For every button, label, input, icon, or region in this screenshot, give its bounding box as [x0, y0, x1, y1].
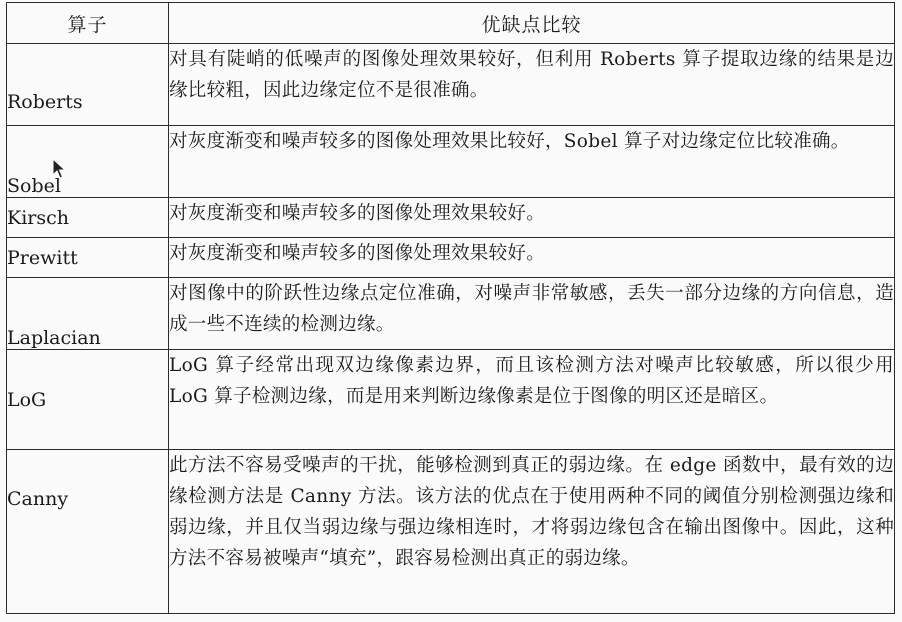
operator-name: LoG: [7, 350, 169, 450]
operator-name: Canny: [7, 450, 169, 614]
operator-description: LoG 算子经常出现双边缘像素边界，而且该检测方法对噪声比较敏感，所以很少用 LoG 算子检测边缘，而是用来判断边缘像素是位于图像的明区还是暗区。: [169, 350, 895, 450]
operator-name: Laplacian: [7, 278, 169, 350]
operator-description: 对图像中的阶跃性边缘点定位准确，对噪声非常敏感，丢失一部分边缘的方向信息，造成一些不连续的检测边缘。: [169, 278, 895, 350]
operator-name: Roberts: [7, 44, 169, 126]
mouse-cursor-icon: [52, 158, 68, 180]
header-operator: 算子: [7, 3, 169, 44]
operator-name: Sobel: [7, 126, 169, 198]
table-row-kirsch: [7, 198, 895, 238]
table-row-laplacian: [7, 278, 895, 350]
operator-comparison-table: [6, 2, 895, 614]
table-header-row: [7, 3, 895, 44]
operator-description: 此方法不容易受噪声的干扰，能够检测到真正的弱边缘。在 edge 函数中，最有效的边缘检测方法是 Canny 方法。该方法的优点在于使用两种不同的阈值分别检测强边缘和弱边缘，并且仅当弱边缘与强边缘相连时，才将弱边缘包含在输出图像中。因此，这种方法不容易被噪声“填充”，跟容易检测出真正的弱边缘。: [169, 450, 895, 614]
operator-name: Prewitt: [7, 238, 169, 278]
header-comparison: 优缺点比较: [169, 3, 895, 44]
table-row-roberts: [7, 44, 895, 126]
table-row-log: [7, 350, 895, 450]
operator-description: 对灰度渐变和噪声较多的图像处理效果较好。: [169, 198, 895, 238]
operator-description: 对灰度渐变和噪声较多的图像处理效果比较好，Sobel 算子对边缘定位比较准确。: [169, 126, 895, 198]
operator-name: Kirsch: [7, 198, 169, 238]
table-row-prewitt: [7, 238, 895, 278]
operator-description: 对灰度渐变和噪声较多的图像处理效果较好。: [169, 238, 895, 278]
table-row-canny: [7, 450, 895, 614]
operator-description: 对具有陡峭的低噪声的图像处理效果较好，但利用 Roberts 算子提取边缘的结果是边缘比较粗，因此边缘定位不是很准确。: [169, 44, 895, 126]
table-row-sobel: [7, 126, 895, 198]
